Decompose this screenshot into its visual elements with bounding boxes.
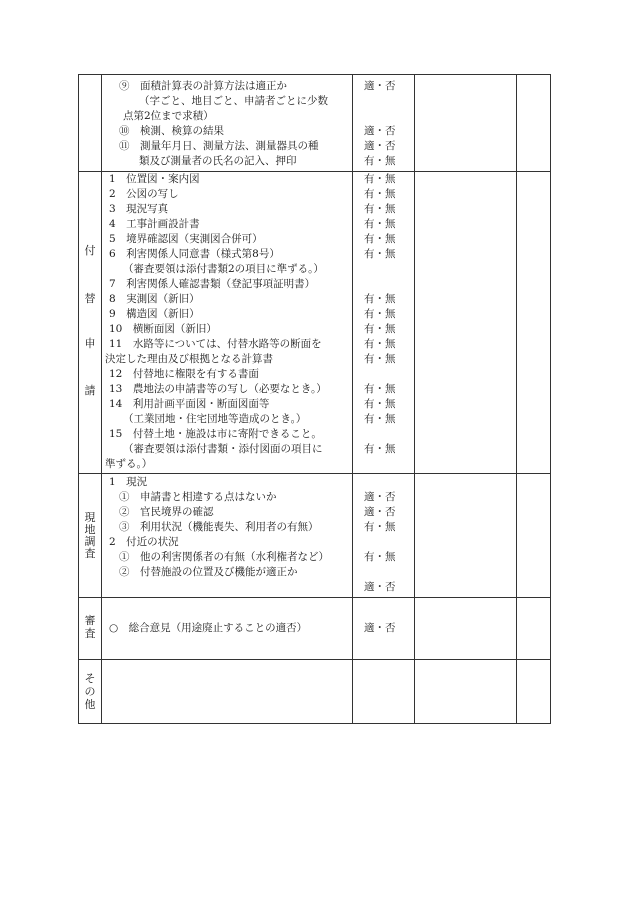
category-label-char: 申 bbox=[84, 337, 96, 350]
category-label-char: そ bbox=[84, 672, 96, 685]
item-text: 1 現況 bbox=[109, 476, 148, 488]
item-status: 有・無 bbox=[364, 551, 396, 563]
item-status: 有・無 bbox=[364, 293, 396, 305]
item-text: 類及び測量者の氏名の記入、押印 bbox=[139, 155, 297, 167]
category-label-char: 他 bbox=[84, 698, 96, 711]
item-status: 適・否 bbox=[364, 140, 396, 152]
category-label-char: 替 bbox=[84, 292, 96, 305]
category-label-char: 査 bbox=[84, 547, 96, 560]
item-text: （字ごと、地目ごと、申請者ごとに少数 bbox=[139, 95, 328, 107]
item-text: ③ 利用状況（機能喪失、利用者の有無） bbox=[119, 521, 319, 533]
item-text: ⑩ 検測、検算の結果 bbox=[119, 125, 224, 137]
item-text: 11 水路等については、付替水路等の断面を bbox=[109, 338, 322, 350]
section-divider bbox=[79, 659, 550, 660]
category-column-line bbox=[101, 75, 102, 723]
item-status: 有・無 bbox=[364, 203, 396, 215]
item-text: 4 工事計画設計書 bbox=[109, 218, 200, 230]
item-text: 2 公図の写し bbox=[109, 188, 179, 200]
item-status: 適・否 bbox=[364, 80, 396, 92]
item-text: 2 付近の状況 bbox=[109, 536, 179, 548]
item-status: 有・無 bbox=[364, 521, 396, 533]
item-text: ⑪ 測量年月日、測量方法、測量器具の種 bbox=[119, 140, 319, 152]
item-text: 10 横断面図（新旧） bbox=[109, 323, 217, 335]
item-text: ⑨ 面積計算表の計算方法は適正か bbox=[119, 80, 287, 92]
item-text: （審査要領は添付書類2の項目に準ずる。） bbox=[123, 263, 324, 275]
item-text: 14 利用計画平面図・断面図面等 bbox=[109, 398, 270, 410]
section-divider bbox=[79, 473, 550, 474]
remarks-column-line bbox=[516, 75, 517, 723]
inspection-checklist-table bbox=[78, 74, 551, 724]
item-status: 適・否 bbox=[364, 491, 396, 503]
item-status: 有・無 bbox=[364, 173, 396, 185]
category-label-char: 請 bbox=[84, 384, 96, 397]
overall-opinion-text: ○ 総合意見（用途廃止することの適否） bbox=[109, 622, 308, 634]
item-status: 有・無 bbox=[364, 248, 396, 260]
item-status: 有・無 bbox=[364, 383, 396, 395]
item-text: 3 現況写真 bbox=[109, 203, 169, 215]
item-status: 有・無 bbox=[364, 218, 396, 230]
item-status: 有・無 bbox=[364, 188, 396, 200]
item-status: 有・無 bbox=[364, 443, 396, 455]
item-status: 有・無 bbox=[364, 308, 396, 320]
item-status: 有・無 bbox=[364, 323, 396, 335]
item-status: 有・無 bbox=[364, 338, 396, 350]
item-text: （工業団地・住宅団地等造成のとき。） bbox=[123, 413, 307, 425]
item-status: 有・無 bbox=[364, 353, 396, 365]
item-text: ② 官民境界の確認 bbox=[119, 506, 214, 518]
item-status: 適・否 bbox=[364, 581, 396, 593]
item-text: （審査要領は添付書類・添付図面の項目に bbox=[123, 443, 323, 455]
category-label-char: 付 bbox=[84, 244, 96, 257]
section-divider bbox=[79, 171, 550, 172]
overall-opinion-status: 適・否 bbox=[364, 622, 396, 634]
item-text: 点第2位まで求積） bbox=[123, 110, 214, 122]
item-text: 7 利害関係人確認書類（登記事項証明書） bbox=[109, 278, 316, 290]
category-label-char: の bbox=[84, 685, 96, 698]
item-status: 有・無 bbox=[364, 413, 396, 425]
item-text: 15 付替土地・施設は市に寄附できること。 bbox=[109, 428, 322, 440]
item-text: 8 実測図（新旧） bbox=[109, 293, 200, 305]
item-text: 5 境界確認図（実測図合併可） bbox=[109, 233, 263, 245]
item-status: 適・否 bbox=[364, 125, 396, 137]
item-text: ① 申請書と相違する点はないか bbox=[119, 491, 277, 503]
item-column-line bbox=[352, 75, 353, 723]
category-label-char: 地 bbox=[84, 523, 96, 536]
item-status: 有・無 bbox=[364, 155, 396, 167]
category-label-char: 査 bbox=[84, 627, 96, 640]
item-text: 6 利害関係人同意書（様式第8号） bbox=[109, 248, 280, 260]
item-status: 有・無 bbox=[364, 233, 396, 245]
item-text: 1 位置図・案内図 bbox=[109, 173, 200, 185]
item-status: 有・無 bbox=[364, 398, 396, 410]
item-text: 13 農地法の申請書等の写し（必要なとき。） bbox=[109, 383, 327, 395]
item-text: 9 構造図（新旧） bbox=[109, 308, 200, 320]
item-text: 準ずる。） bbox=[105, 458, 153, 470]
section-divider bbox=[79, 597, 550, 598]
category-label-char: 現 bbox=[84, 511, 96, 524]
item-text: ② 付替施設の位置及び機能が適正か bbox=[119, 566, 298, 578]
item-status: 適・否 bbox=[364, 506, 396, 518]
status-column-line bbox=[414, 75, 415, 723]
item-text: 12 付替地に権限を有する書面 bbox=[109, 368, 259, 380]
category-label-char: 審 bbox=[84, 614, 96, 627]
item-text: 決定した理由及び根拠となる計算書 bbox=[105, 353, 273, 365]
category-label-char: 調 bbox=[84, 535, 96, 548]
item-text: ① 他の利害関係者の有無（水利権者など） bbox=[119, 551, 329, 563]
